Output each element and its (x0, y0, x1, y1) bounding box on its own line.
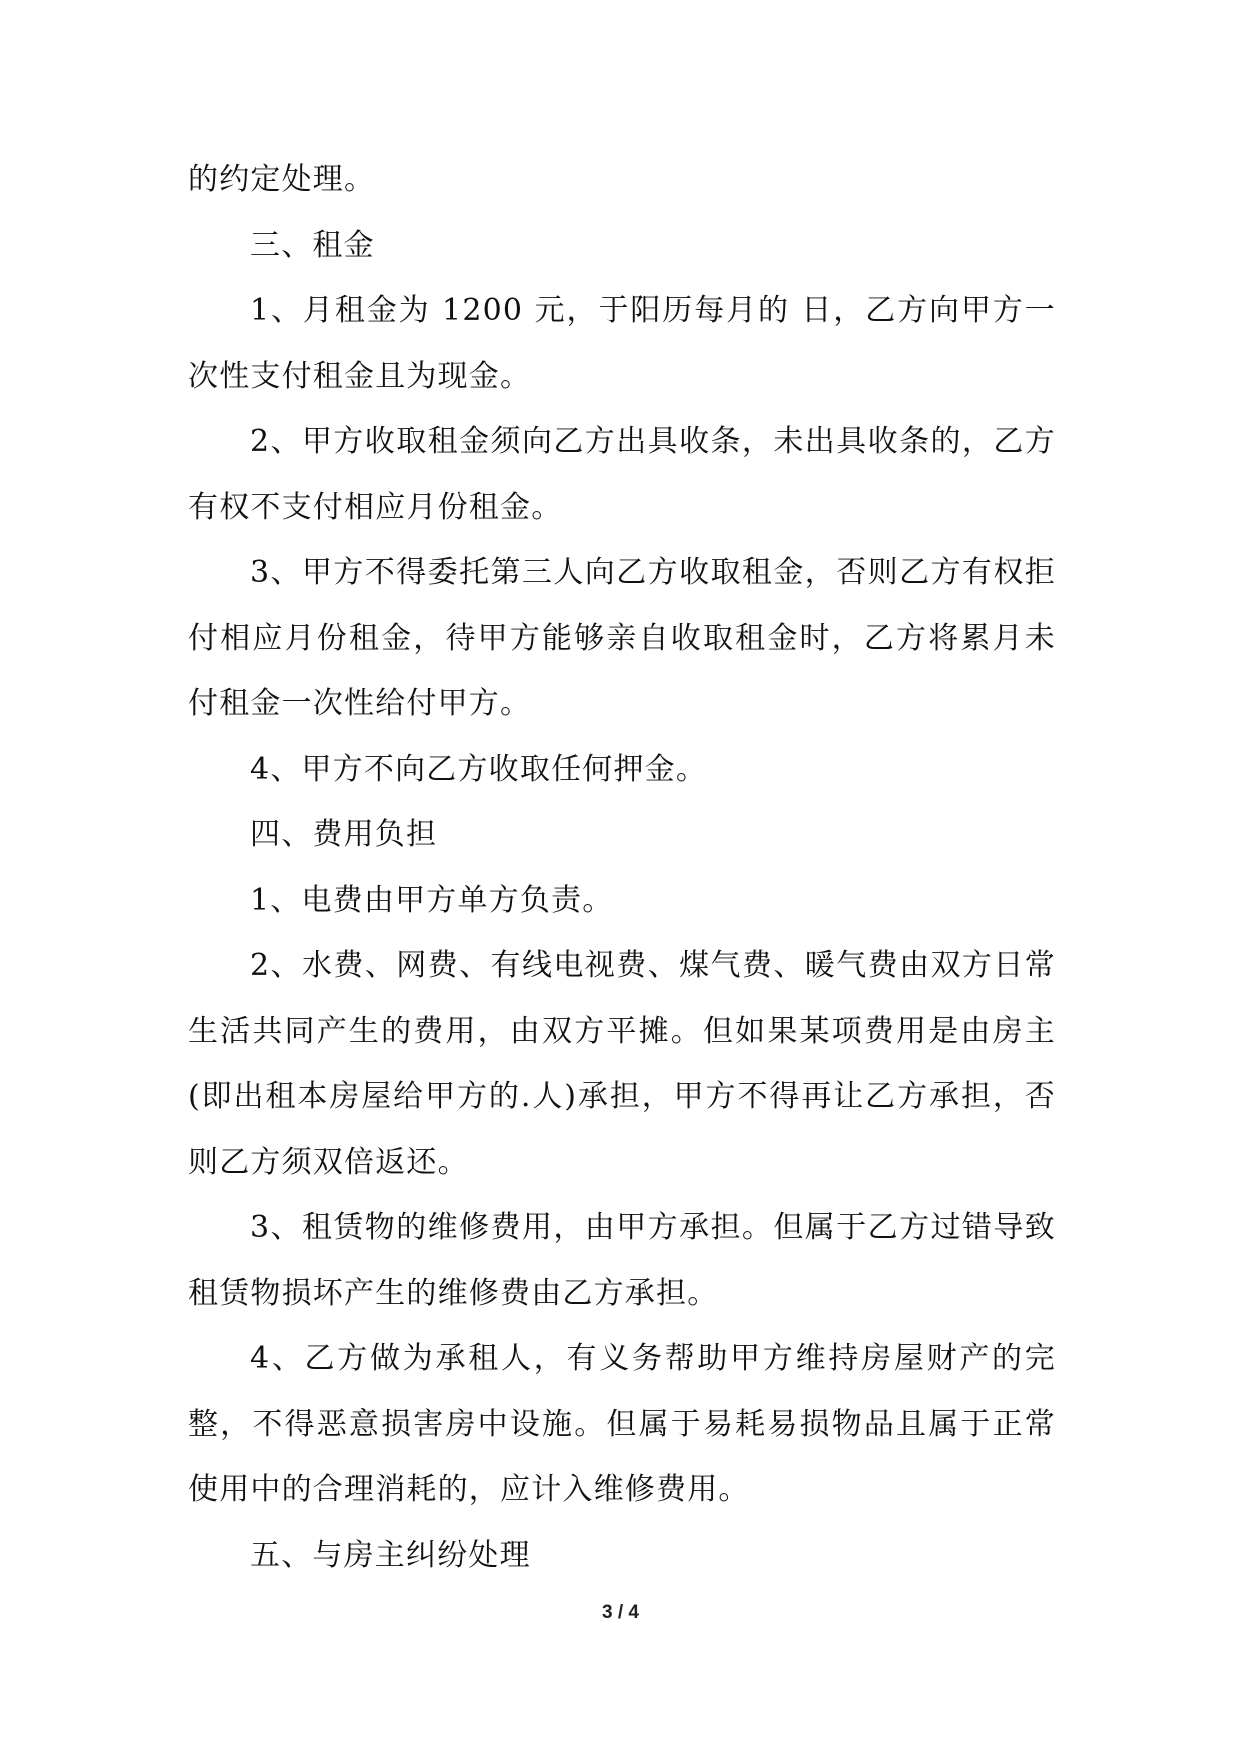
rent-clause-1: 1、月租金为 1200 元，于阳历每月的 日，乙方向甲方一次性支付租金且为现金。 (188, 293, 1056, 394)
section-heading-rent: 三、租金 (250, 227, 375, 263)
paragraph-continuation: 的约定处理。 (188, 162, 376, 197)
document-body (188, 147, 1056, 1588)
expense-clause-1: 1、电费由甲方单方负责。 (250, 882, 614, 918)
rent-clause-3: 3、甲方不得委托第三人向乙方收取租金，否则乙方有权拒付相应月份租金，待甲方能够亲自收取租金时，乙方将累月未付租金一次性给付甲方。 (188, 555, 1056, 721)
expense-clause-4: 4、乙方做为承租人，有义务帮助甲方维持房屋财产的完整，不得恶意损害房中设施。但属于易耗易损物品且属于正常使用中的合理消耗的，应计入维修费用。 (188, 1341, 1056, 1507)
expense-clause-2: 2、水费、网费、有线电视费、煤气费、暖气费由双方日常生活共同产生的费用，由双方平摊。但如果某项费用是由房主(即出租本房屋给甲方的.人)承担，甲方不得再让乙方承担，否则乙方须双倍返还。 (188, 948, 1056, 1180)
rent-clause-2: 2、甲方收取租金须向乙方出具收条，未出具收条的，乙方有权不支付相应月份租金。 (188, 424, 1056, 525)
expense-clause-3: 3、租赁物的维修费用，由甲方承担。但属于乙方过错导致租赁物损坏产生的维修费由乙方承担。 (188, 1210, 1056, 1311)
page-number: 3 / 4 (602, 1602, 639, 1623)
section-heading-landlord-disputes: 五、与房主纠纷处理 (250, 1537, 531, 1573)
section-heading-expenses: 四、费用负担 (250, 817, 438, 852)
rent-clause-4: 4、甲方不向乙方收取任何押金。 (250, 751, 708, 787)
